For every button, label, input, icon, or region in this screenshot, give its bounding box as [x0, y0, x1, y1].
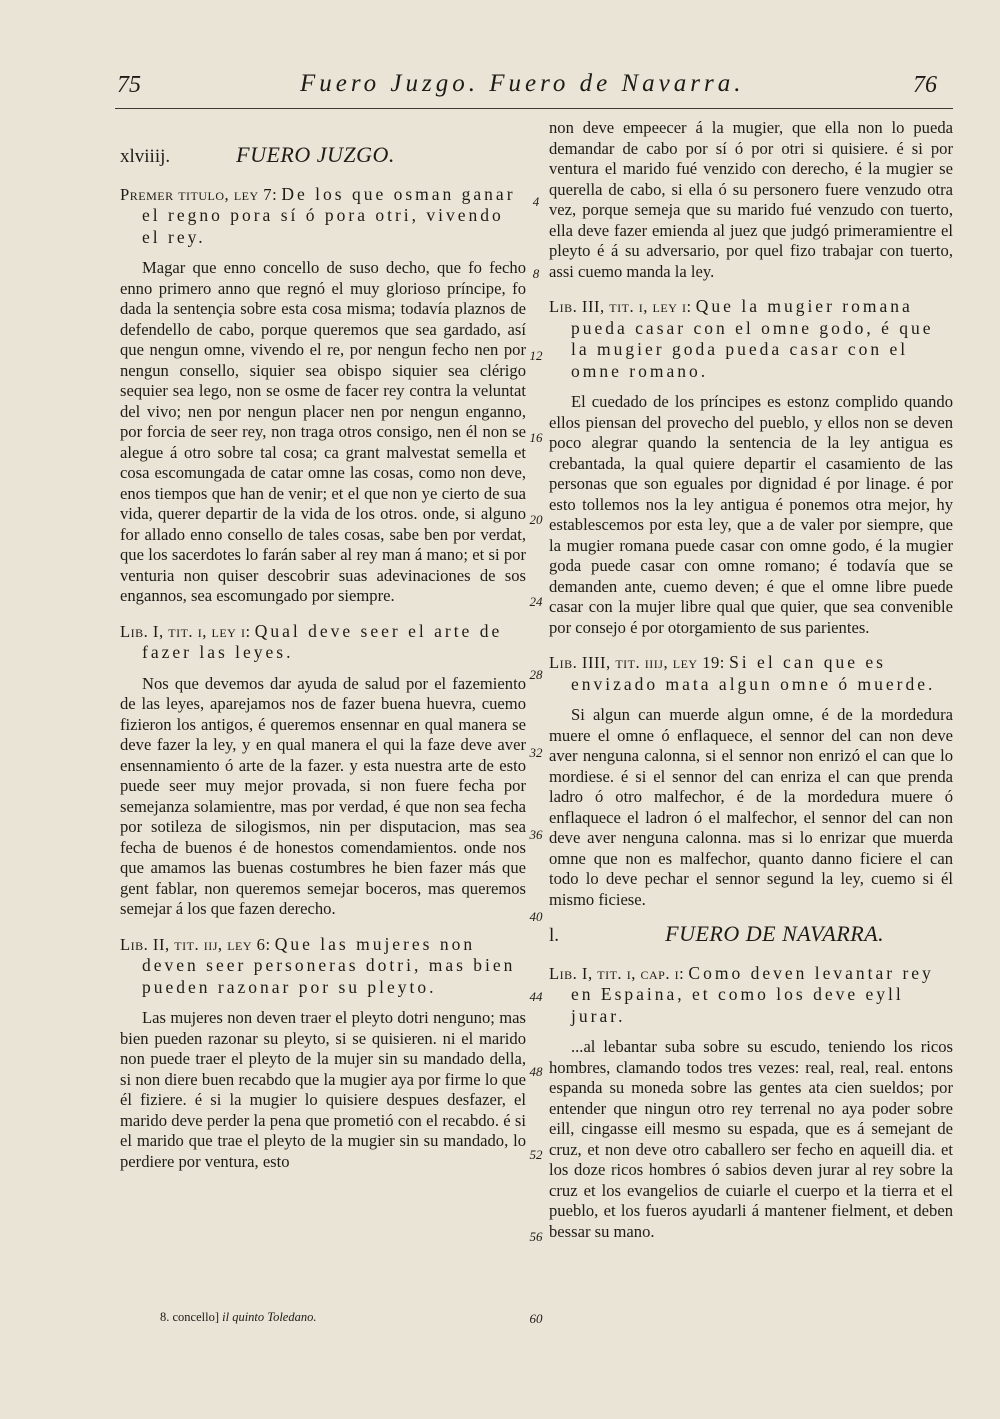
section-number: l. [549, 925, 560, 946]
line-number: 48 [529, 1064, 543, 1079]
line-number: 12 [529, 348, 543, 363]
law-text: Magar que enno concello de suso decho, que fo fecho enno primero anno que regnó el muy glorioso príncipe, fo dada la sentençia sobre esta cosa misma; todavía plaznos de defendello de cabo, porque queremos que sea gardado, así que nengun omne, vivendo el re, por nengun fecho nen por nengun consello, siquier sea obispo siquier sea clérigo sequier sea lego, non se osme de facer rey contra la veluntat del vivo; nen por nengun placer nen por nengun enganno, por forcia de seer rey, non traga otros consigo, nen él non se alegue á otro sobre tal cosa; ca grant malvestat semella et cosa escomungada de catar omne las cosas, como non deve, enos tiempos que han de venir; et el que non ye cierto de sua vida, querer departir de la vida de los otros. onde, si alguno for allado enno consello de tales cosas, sabe ben por verdat, que los sacerdotes lo farán saber al rey man á mano; et si por venturia non quiser descobrir suas adevinaciones de sos engannos, sea escomungado por siempre. [120, 258, 526, 605]
right-column [549, 118, 953, 1256]
law-heading [549, 296, 953, 382]
section-title [120, 142, 526, 168]
section-name: FUERO DE NAVARRA. [665, 921, 885, 946]
law-rubric: Como deven levantar rey en Espaina, et como los deve eyll jurar. [571, 962, 934, 1026]
footnote-text: il quinto Toledano. [222, 1310, 317, 1324]
law-reference: Lib. IIII, tit. iiij, ley 19: [549, 653, 725, 672]
footnote [160, 1310, 316, 1325]
running-title: Fuero Juzgo. Fuero de Navarra. [300, 70, 745, 97]
law-rubric: Que la mugier romana pueda casar con el omne godo, é que la mugier goda pueda casar con el omne romano. [571, 296, 934, 381]
law-reference: Premer titulo, ley 7: [120, 184, 278, 204]
line-number: 4 [532, 194, 540, 209]
line-number: 24 [529, 594, 543, 609]
law-reference: Lib. I, tit. i, cap. i: [549, 963, 685, 983]
line-number: 52 [529, 1147, 543, 1162]
left-column [120, 142, 526, 1186]
line-number: 60 [529, 1311, 543, 1326]
footnote-reference: 8. concello] [160, 1310, 220, 1324]
line-number: 32 [529, 745, 543, 760]
page-number-left: 75 [117, 72, 141, 98]
law-text: El cuedado de los príncipes es estonz complido quando ellos piensan del provecho del pueblo, y ellos non se deven poco alegrar quando la sentencia de la ley antigua es crebantada, la qual quiere departir el casamiento de las personas que son eguales por dignidad é por linage. é por esto tollemos nos la ley antigua é ponemos otra mejor, hy establescemos por esta ley, que a de valer por siempre, que la mugier romana puede casar con omne godo, é la mugier goda puede casar con omne romano; é todavía que se demanden ante, cuemo deven; é que el omne libre puede casar con la mujer libre qual que quier, que sea convenible por consejo é por otorgamiento de sus parientes. [549, 392, 953, 637]
line-number: 20 [529, 512, 543, 527]
line-number: 28 [529, 667, 543, 682]
law-heading [120, 621, 526, 664]
law-heading [120, 934, 526, 999]
law-reference: Lib. II, tit. iij, ley 6: [120, 934, 271, 954]
law-heading [120, 184, 526, 249]
law-rubric: Que las mujeres non deven seer personeras dotri, mas bien pueden razonar por su pleyto. [142, 933, 516, 997]
line-number: 16 [529, 430, 543, 445]
law-heading [549, 963, 953, 1028]
law-text: Las mujeres non deven traer el pleyto dotri nenguno; mas bien pueden razonar su pleyto, si se quisieren. ni el marido non puede traer el pleyto de la mujer sin su mandado della, si non diere buen recabdo que la mugier aya por firme lo que él fiziere. é si la mugier lo quisiere despues desfazer, el marido deve perder la pena que prometió con el recabdo. é si el marido que trae el pleyto de la mugier sin su mandado, lo perdiere por ventura, esto [120, 1008, 526, 1171]
line-number: 8 [532, 266, 540, 281]
line-number: 56 [529, 1229, 543, 1244]
law-text: non deve empeecer á la mugier, que ella non lo pueda demandar de cabo por sí ó por otri si quisiere. é si por ventura el marido fué venzido con derecho, é la mugier se querella de cabo, si ella ó su personero fuere venzudo otra vez, porque semeja que su marido fué venzudo con tuerto, ella deve fazer emienda al juez que judgó primeramientre el pleyto é á su adversario, por quel fizo trabajar con tuerto, assi cuemo manda la ley. [549, 118, 953, 281]
header-rule [115, 108, 953, 109]
law-reference: Lib. I, tit. i, ley i: [120, 621, 251, 641]
law-text: ...al lebantar suba sobre su escudo, teniendo los ricos hombres, clamando todos tres vezes: real, real, real. entons espanda su moneda sobre las gentes ata cien sueldos; por entender que ningun otro rey terrenal no aya poder sobre eill, cingasse eill mesmo su espada, que es á semejant de cruz, et non deve otro caballero ser fecho en aqueill dia. et los doze ricos hombres ó sabios deven jurar al rey sobre la cruz et los evangelios de cuiarle el cuerpo et la tierra et el pueblo, et los fueros ayudarli á mantener fielment, et deben bessar su mano. [549, 1037, 953, 1241]
section-name: FUERO JUZGO. [236, 142, 395, 167]
section-number: xlviiij. [120, 146, 171, 167]
section-title [549, 921, 953, 947]
page-number-right: 76 [913, 72, 937, 98]
law-rubric: Qual deve seer el arte de fazer las leyes. [142, 620, 503, 662]
law-rubric: Si el can que es envizado mata algun omne ó muerde. [571, 652, 936, 694]
line-number: 40 [529, 909, 543, 924]
law-text: Nos que devemos dar ayuda de salud por el fazemiento de las leyes, aparejamos nos de fazer buena huevra, cuemo fizieron los antigos, é queremos ensennar en qual manera se deve fazer la ley, y en qual manera el qui la faze deve aver ensennamiento ó arte de la fazer. y esta nuestra arte de esto puede seer muy mejor provada, si non fuere fecha por semejanza solamientre, mas por verdad, é que non sea fecha por sotileza de silogismos, nin per disputacion, mas sea fecha de buenos é de honestos comendamientos. onde nos que amamos las buenas costumbres he bien fazer más que gent fablar, non queremos semejar boceros, mas queremos semejar á los que fazen derecho. [120, 673, 526, 918]
law-rubric: De los que osman ganar el regno pora sí ó pora otri, vivendo el rey. [142, 183, 516, 247]
page-header [0, 62, 1000, 110]
law-reference: Lib. III, tit. i, ley i: [549, 297, 692, 316]
line-number: 36 [529, 827, 543, 842]
line-number: 44 [529, 989, 543, 1004]
law-text: Si algun can muerde algun omne, é de la mordedura muere el omne ó enflaquece, el sennor del can non deve aver nenguna calonna, si el sennor non enrizó el can que lo mordiese. é si el sennor del can enriza el can que prenda ladro ó otro malfechor, é de la mordedura muere ó enflaquece el ladron ó el malfechor, el sennor del can non deve aver nenguna calonna. mas si lo enrizar que muerda omne que non es malfechor, quanto danno ficiere el can todo lo deve pechar el sennor segund la ley, cuemo si él mismo ficiese. [549, 705, 953, 909]
law-heading [549, 652, 953, 695]
